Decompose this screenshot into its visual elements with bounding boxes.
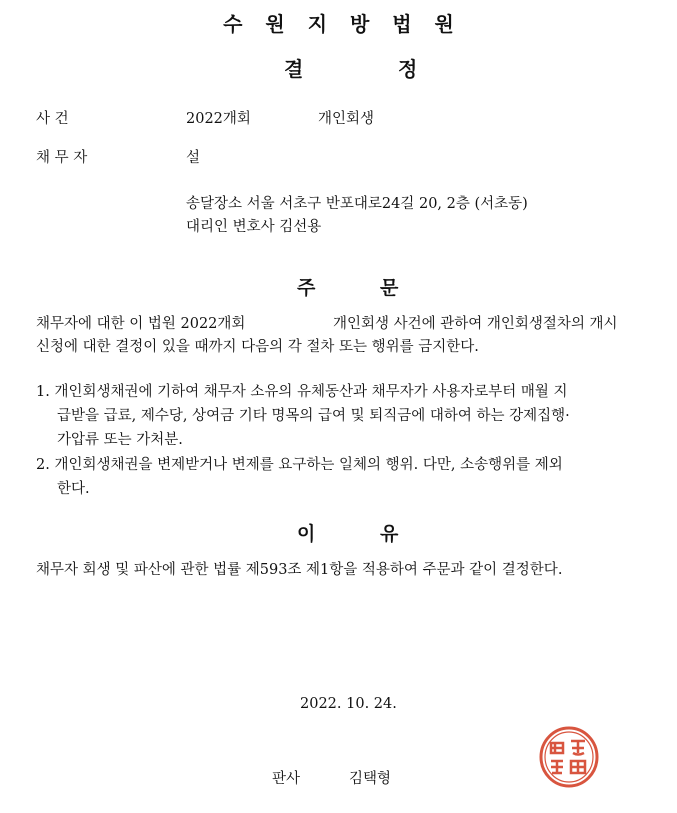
reason-heading-part2: 유: [380, 523, 399, 545]
reason-text: 채무자 회생 및 파산에 관한 법률 제593조 제1항을 적용하여 주문과 같이 결정한다.: [36, 562, 563, 578]
judge-name: 김택형: [349, 771, 392, 787]
document-type-part2: 정: [398, 57, 418, 81]
order-item2-line1: 2. 개인회생채권을 변제받거나 변제를 요구하는 일체의 행위. 다만, 소송행위를 제외: [36, 457, 563, 473]
order-item1-line2: 급받을 급료, 제수당, 상여금 기타 명목의 급여 및 퇴직금에 대하여 하는 강제집행·: [57, 408, 570, 424]
judge-title: 판사: [272, 771, 301, 787]
order-intro-line1a: 채무자에 대한 이 법원 2022개회: [36, 316, 246, 332]
judge-seal-icon: [537, 725, 601, 789]
debtor-label: 채 무 자: [36, 150, 88, 166]
case-number: 2022개회: [186, 111, 251, 127]
court-name: 수 원 지 방 법 원: [223, 12, 462, 36]
order-intro-line1b: 개인회생 사건에 관하여 개인회생절차의 개시: [333, 316, 618, 332]
case-label: 사 건: [36, 111, 69, 127]
document-type-part1: 결: [284, 57, 304, 81]
case-name: 개인회생: [318, 111, 375, 127]
debtor-name: 설: [186, 150, 201, 166]
legal-agent: 대리인 변호사 김선용: [186, 219, 322, 235]
service-address: 송달장소 서울 서초구 반포대로24길 20, 2층 (서초동): [186, 196, 528, 212]
reason-heading-part1: 이: [297, 523, 316, 545]
decision-date: 2022. 10. 24.: [300, 696, 397, 712]
order-heading-part2: 문: [380, 277, 399, 299]
order-item1-line1: 1. 개인회생채권에 기하여 채무자 소유의 유체동산과 채무자가 사용자로부터 매월 지: [36, 384, 568, 400]
order-heading-part1: 주: [297, 277, 316, 299]
order-item1-line3: 가압류 또는 가처분.: [57, 432, 183, 448]
order-item2-line2: 한다.: [57, 481, 90, 497]
order-intro-line2: 신청에 대한 결정이 있을 때까지 다음의 각 절차 또는 행위를 금지한다.: [36, 339, 479, 355]
